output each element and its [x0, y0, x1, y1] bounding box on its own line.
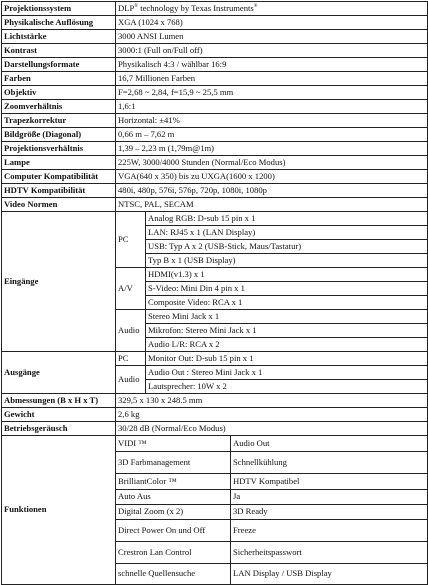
outputs-item: Monitor Out: D-sub 15 pin x 1	[146, 352, 428, 366]
outputs-item: Lautsprecher: 10W x 2	[146, 380, 428, 394]
spec-value: XGA (1024 x 768)	[116, 16, 428, 30]
feature-item: Ja	[231, 490, 428, 505]
spec-label: Bildgröße (Diagonal)	[2, 128, 116, 142]
spec-row	[2, 408, 428, 422]
spec-value: 1,6:1	[116, 100, 428, 114]
spec-label: Video Normen	[2, 198, 116, 212]
feature-item: Schnellkühlung	[231, 452, 428, 474]
feature-item: LAN Display / USB Display	[231, 564, 428, 585]
spec-row	[2, 184, 428, 198]
spec-label: HDTV Kompatibilität	[2, 184, 116, 198]
spec-value: DLP® technology by Texas Instruments®	[116, 2, 428, 16]
spec-value: 329,5 x 130 x 248.5 mm	[116, 394, 428, 408]
spec-value: 30/28 dB (Normal/Eco Modus)	[116, 422, 428, 436]
spec-row	[2, 156, 428, 170]
inputs-item: LAN: RJ45 x 1 (LAN Display)	[146, 226, 428, 240]
feature-item: BrilliantColor ™	[116, 474, 231, 490]
spec-label: Darstellungsformate	[2, 58, 116, 72]
spec-label: Physikalische Auflösung	[2, 16, 116, 30]
spec-label: Farben	[2, 72, 116, 86]
spec-row	[2, 2, 428, 16]
inputs-item: Stereo Mini Jack x 1	[146, 310, 428, 324]
feature-item: Auto Aus	[116, 490, 231, 505]
outputs-item: Audio Out : Stereo Mini Jack x 1	[146, 366, 428, 380]
feature-item: Crestron Lan Control	[116, 542, 231, 564]
inputs-item: HDMI(v1.3) x 1	[146, 268, 428, 282]
inputs-group-av: A/V	[116, 268, 146, 310]
inputs-row	[2, 212, 428, 226]
spec-value: F=2,68 ~ 2,84, f=15,9 ~ 25,5 mm	[116, 86, 428, 100]
spec-row	[2, 198, 428, 212]
spec-row	[2, 86, 428, 100]
inputs-label: Eingänge	[2, 212, 116, 352]
feature-item: HDTV Kompatibel	[231, 474, 428, 490]
spec-table	[1, 1, 428, 585]
inputs-item: S-Video: Mini Din 4 pin x 1	[146, 282, 428, 296]
spec-label: Abmessungen (B x H x T)	[2, 394, 116, 408]
spec-label: Projektionssystem	[2, 2, 116, 16]
spec-row	[2, 422, 428, 436]
outputs-group-audio: Audio	[116, 366, 146, 394]
spec-label: Zoomverhältnis	[2, 100, 116, 114]
spec-row	[2, 16, 428, 30]
spec-value: VGA(640 x 350) bis zu UXGA(1600 x 1200)	[116, 170, 428, 184]
spec-value: 1,39 – 2,23 m (1,79m@1m)	[116, 142, 428, 156]
spec-label: Lampe	[2, 156, 116, 170]
spec-row	[2, 30, 428, 44]
spec-label: Trapezkorrektur	[2, 114, 116, 128]
inputs-item: USB: Typ A x 2 (USB-Stick, Maus/Tastatur)	[146, 240, 428, 254]
spec-value: 2,6 kg	[116, 408, 428, 422]
spec-label: Gewicht	[2, 408, 116, 422]
spec-value: Horizontal: ±41%	[116, 114, 428, 128]
feature-item: VIDI ™	[116, 436, 231, 452]
spec-row	[2, 44, 428, 58]
outputs-group-pc: PC	[116, 352, 146, 366]
inputs-item: Composite Video: RCA x 1	[146, 296, 428, 310]
spec-label: Betriebsgeräusch	[2, 422, 116, 436]
spec-label: Kontrast	[2, 44, 116, 58]
inputs-item: Analog RGB: D-sub 15 pin x 1	[146, 212, 428, 226]
spec-value: 3000:1 (Full on/Full off)	[116, 44, 428, 58]
inputs-item: Mikrofon: Stereo Mini Jack x 1	[146, 324, 428, 338]
spec-row	[2, 114, 428, 128]
feature-item: Direct Power On und Off	[116, 520, 231, 542]
spec-row	[2, 128, 428, 142]
features-label: Funktionen	[2, 436, 116, 585]
inputs-item: Typ B x 1 (USB Display)	[146, 254, 428, 268]
spec-label: Lichtstärke	[2, 30, 116, 44]
spec-value: 225W, 3000/4000 Stunden (Normal/Eco Modus)	[116, 156, 428, 170]
spec-label: Computer Kompatibilität	[2, 170, 116, 184]
feature-item: 3D Ready	[231, 505, 428, 520]
spec-row	[2, 72, 428, 86]
spec-value: 16,7 Millionen Farben	[116, 72, 428, 86]
feature-item: 3D Farbmanagement	[116, 452, 231, 474]
features-row	[2, 436, 428, 452]
outputs-row	[2, 352, 428, 366]
spec-row	[2, 142, 428, 156]
spec-row	[2, 170, 428, 184]
spec-label: Objektiv	[2, 86, 116, 100]
feature-item: Audio Out	[231, 436, 428, 452]
spec-value: Physikalisch 4:3 / wählbar 16:9	[116, 58, 428, 72]
feature-item: Freeze	[231, 520, 428, 542]
feature-item: Digital Zoom (x 2)	[116, 505, 231, 520]
inputs-group-audio: Audio	[116, 310, 146, 352]
spec-row	[2, 394, 428, 408]
spec-value: 0,66 m – 7,62 m	[116, 128, 428, 142]
feature-item: schnelle Quellensuche	[116, 564, 231, 585]
spec-row	[2, 100, 428, 114]
spec-value: NTSC, PAL, SECAM	[116, 198, 428, 212]
spec-row	[2, 58, 428, 72]
spec-label: Projektionsverhältnis	[2, 142, 116, 156]
inputs-item: Audio L/R: RCA x 2	[146, 338, 428, 352]
inputs-group-pc: PC	[116, 212, 146, 268]
feature-item: Sicherheitspasswort	[231, 542, 428, 564]
outputs-label: Ausgänge	[2, 352, 116, 394]
spec-value: 480i, 480p, 576i, 576p, 720p, 1080i, 1080p	[116, 184, 428, 198]
spec-value: 3000 ANSI Lumen	[116, 30, 428, 44]
